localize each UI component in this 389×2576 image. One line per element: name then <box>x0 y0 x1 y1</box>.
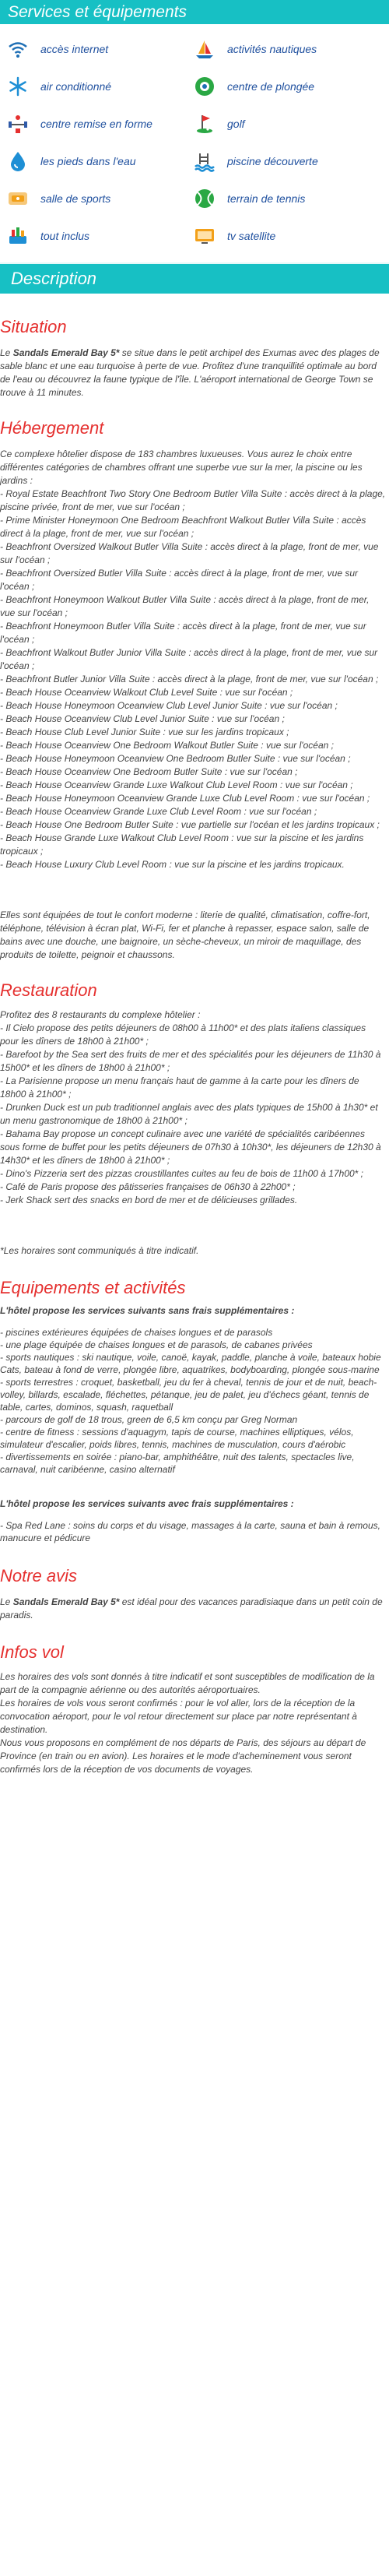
room-type-item: - Prime Minister Honeymoon One Bedroom Beachfront Walkout Butler Villa Suite : accès direct à la plage, front de mer, vue sur l'océan ; <box>0 515 366 539</box>
equipements-free-list <box>0 1326 386 1476</box>
restauration-list <box>0 1008 386 1207</box>
restaurant-item: - La Parisienne propose un menu français haut de gamme à la carte pour les dîners de 18h00 à 21h00* ; <box>0 1075 359 1100</box>
restaurant-item: - Café de Paris propose des pâtisseries françaises de 06h30 à 22h00* ; <box>0 1181 296 1192</box>
restauration-note: *Les horaires sont communiqués à titre indicatif. <box>0 1245 199 1256</box>
room-type-item: - Beachfront Honeymoon Walkout Butler Villa Suite : accès direct à la plage, front de mer, vue sur l'océan ; <box>0 594 370 618</box>
equipements-paid-list <box>0 1519 386 1544</box>
free-service-item: - centre de fitness : sessions d'aquagym, tapis de course, machines elliptiques, vélos, simulateur d'escalier, poids libres, tennis, machines de musculation, cours d'aérobic <box>0 1427 354 1450</box>
services-grid <box>0 24 389 258</box>
room-type-item: - Beach House Oceanview One Bedroom Butler Suite : vue sur l'océan ; <box>0 766 298 777</box>
service-label: terrain de tennis <box>227 192 306 205</box>
room-type-item: - Beach House Oceanview Walkout Club Level Suite : vue sur l'océan ; <box>0 687 293 698</box>
services-header: Services et équipements <box>0 0 389 24</box>
restaurant-item: Profitez des 8 restaurants du complexe hôtelier : <box>0 1009 201 1020</box>
restauration-heading: Restauration <box>0 980 97 1000</box>
hebergement-outro: Elles sont équipées de tout le confort moderne : literie de qualité, climatisation, coffre-fort, téléphone, télévision à écran plat, Wi-Fi, fer et planche à repasser, espace salon, salle de bains avec une douche, une baignoire, un sèche-cheveux, un miroir de maquillage, des produits de toilette, peignoir et chaussons. <box>0 910 370 960</box>
service-label: air conditionné <box>40 80 112 93</box>
situation-text: Le Sandals Emerald Bay 5* se situe dans le petit archipel des Exumas avec des plages de sable blanc et une eau turquoise à perte de vue. Profitez d'une tranquillité optimale au bord de l'eau ou découvrez la faune typique de l'île. L'aéroport international de George Town se trouve à 11 minutes. <box>0 347 380 398</box>
room-type-item: - Beach House Luxury Club Level Room : vue sur la piscine et les jardins tropicaux. <box>0 859 345 870</box>
service-label: tout inclus <box>40 230 90 242</box>
hebergement-list <box>0 487 386 871</box>
fitness-icon <box>6 112 30 135</box>
restaurant-item: - Drunken Duck est un pub traditionnel anglais avec des plats typiques de 15h00 à 1h30* et un menu gastronomique de 18h00 à 21h00* ; <box>0 1102 378 1126</box>
service-item <box>6 220 193 252</box>
all-inclusive-icon <box>6 224 30 248</box>
pool-icon <box>193 150 216 173</box>
service-label: piscine découverte <box>227 155 318 167</box>
restaurant-item: - Bahama Bay propose un concept culinaire avec une variété de spécialités caribéennes sous forme de buffet pour les petits déjeuners de 07h30 à 10h30*, les déjeuners de 12h30 à 14h30* et les dîners de 18h00 à 21h00* ; <box>0 1128 381 1166</box>
water-drop-icon <box>6 150 30 173</box>
room-type-item: - Beachfront Butler Junior Villa Suite : accès direct à la plage, front de mer, vue sur l'océan ; <box>0 674 379 684</box>
hebergement-heading: Hébergement <box>0 418 104 438</box>
equipements-paid-title: L'hôtel propose les services suivants avec frais supplémentaires : <box>0 1498 294 1509</box>
room-type-item: - Beach House Honeymoon Oceanview Club Level Junior Suite : vue sur l'océan ; <box>0 700 338 711</box>
service-item <box>6 33 193 65</box>
room-type-item: - Beach House Oceanview One Bedroom Walkout Butler Suite : vue sur l'océan ; <box>0 740 334 751</box>
restaurant-item: - Il Cielo propose des petits déjeuners de 08h00 à 11h00* et des plats italiens classiques pour les dîners de 18h00 à 21h00* ; <box>0 1022 366 1047</box>
golf-icon <box>193 112 216 135</box>
dive-flag-icon <box>193 75 216 98</box>
service-item <box>6 146 193 177</box>
room-type-item: - Beach House Oceanview Grande Luxe Walkout Club Level Room : vue sur l'océan ; <box>0 779 353 790</box>
vol-heading: Infos vol <box>0 1642 64 1662</box>
hebergement-intro: Ce complexe hôtelier dispose de 183 chambres luxueuses. Vous aurez le choix entre différentes catégories de chambres offrant une superbe vue sur la mer, la piscine ou les jardins : <box>0 449 363 486</box>
service-label: activités nautiques <box>227 43 317 55</box>
restaurant-item: - Barefoot by the Sea sert des fruits de mer et des spécialités pour les déjeuners de 11h30 à 15h00* et les dîners de 18h00 à 21h00* ; <box>0 1049 381 1073</box>
room-type-item: - Beach House Oceanview Club Level Junior Suite : vue sur l'océan ; <box>0 713 285 724</box>
service-item <box>193 183 380 214</box>
service-item <box>6 108 193 139</box>
situation-heading: Situation <box>0 317 67 336</box>
tennis-icon <box>193 187 216 210</box>
service-item <box>193 71 380 102</box>
restaurant-item: - Jerk Shack sert des snacks en bord de mer et de délicieuses grillades. <box>0 1195 298 1205</box>
service-item <box>193 108 380 139</box>
room-type-item: - Beachfront Walkout Butler Junior Villa Suite : accès direct à la plage, front de mer, vue sur l'océan ; <box>0 647 378 671</box>
room-type-item: - Beach House Grande Luxe Walkout Club Level Room : vue sur la piscine et les jardins tropicaux ; <box>0 832 364 857</box>
flight-info-paragraph: Les horaires des vols sont donnés à titre indicatif et sont susceptibles de modification de la part de la compagnie aérienne ou des autorités aéroportuaires. <box>0 1671 375 1695</box>
flight-info-paragraph: Nous vous proposons en complément de nos départs de Paris, des séjours au départ de Province (en train ou en avion). Les horaires et le mode d'acheminement vous seront confirmés lors de la réception de vos documents de voyages. <box>0 1737 366 1775</box>
flight-info-paragraph: Les horaires de vols vous seront confirmés : pour le vol aller, lors de la réception de la convocation aéroport, pour le vol retour directement sur place par notre représentant à destination. <box>0 1698 357 1735</box>
service-label: les pieds dans l'eau <box>40 155 136 167</box>
free-service-item: - piscines extérieures équipées de chaises longues et de parasols <box>0 1327 273 1338</box>
free-service-item: - parcours de golf de 18 trous, green de 6,5 km conçu par Greg Norman <box>0 1414 298 1425</box>
gym-icon <box>6 187 30 210</box>
room-type-item: - Beach House Club Level Junior Suite : vue sur les jardins tropicaux ; <box>0 727 289 737</box>
service-item <box>193 146 380 177</box>
wifi-icon <box>6 37 30 61</box>
description-header: Description <box>0 262 389 294</box>
service-label: centre de plongée <box>227 80 315 93</box>
description-section <box>0 317 389 1776</box>
free-service-item: - sports nautiques : ski nautique, voile, canoë, kayak, paddle, planche à voile, bateaux hobie Cats, bateau à fond de verre, plongée libre, aquatrikes, bodyboarding, plongée sous-marine <box>0 1352 381 1375</box>
service-label: accès internet <box>40 43 109 55</box>
room-type-item: - Beachfront Honeymoon Butler Villa Suite : accès direct à la plage, front de mer, vue sur l'océan ; <box>0 621 366 645</box>
room-type-item: - Beach House Oceanview Grande Luxe Club Level Room : vue sur l'océan ; <box>0 806 317 817</box>
service-label: centre remise en forme <box>40 118 152 130</box>
free-service-item: - une plage équipée de chaises longues et de parasols, de cabanes privées <box>0 1339 313 1350</box>
snowflake-icon <box>6 75 30 98</box>
free-service-item: - divertissements en soirée : piano-bar, amphithéâtre, nuit des talents, spectacles live, carnaval, nuit caribéenne, casino alternatif <box>0 1452 355 1475</box>
room-type-item: - Beach House Honeymoon Oceanview One Bedroom Butler Suite : vue sur l'océan ; <box>0 753 351 764</box>
service-item <box>193 220 380 252</box>
service-item <box>6 71 193 102</box>
room-type-item: - Beach House Honeymoon Oceanview Grande Luxe Club Level Room : vue sur l'océan ; <box>0 793 370 804</box>
equipements-free-title: L'hôtel propose les services suivants sans frais supplémentaires : <box>0 1305 295 1316</box>
service-item <box>193 33 380 65</box>
vol-list <box>0 1670 386 1776</box>
service-item <box>6 183 193 214</box>
service-label: salle de sports <box>40 192 111 205</box>
avis-text: Le Sandals Emerald Bay 5* est idéal pour des vacances paradisiaque dans un petit coin de paradis. <box>0 1596 383 1621</box>
free-service-item: - sports terrestres : croquet, basketball, jeu du fer à cheval, tennis de jour et de nuit, beach-volley, billards, escalade, fléchettes, pétanque, jeu de palet, jeu d'échecs géant, tennis de table, cartes, dominos, squash, raquetball <box>0 1377 377 1413</box>
room-type-item: - Beachfront Oversized Butler Villa Suite : accès direct à la plage, front de mer, vue sur l'océan ; <box>0 568 359 592</box>
equipements-heading: Equipements et activités <box>0 1278 186 1297</box>
room-type-item: - Royal Estate Beachfront Two Story One Bedroom Butler Villa Suite : accès direct à la plage, piscine privée, front de mer, vue sur l'océan ; <box>0 488 386 512</box>
room-type-item: - Beach House One Bedroom Butler Suite : vue partielle sur l'océan et les jardins tropicaux ; <box>0 819 380 830</box>
tv-icon <box>193 224 216 248</box>
service-label: golf <box>227 118 245 130</box>
restaurant-item: - Dino's Pizzeria sert des pizzas croustillantes cuites au feu de bois de 11h00 à 17h00* ; <box>0 1168 363 1179</box>
room-type-item: - Beachfront Oversized Walkout Butler Villa Suite : accès direct à la plage, front de mer, vue sur l'océan ; <box>0 541 379 565</box>
paid-service-item: - Spa Red Lane : soins du corps et du visage, massages à la carte, sauna et bain à remous, manucure et pédicure <box>0 1520 380 1543</box>
sailboat-icon <box>193 37 216 61</box>
avis-heading: Notre avis <box>0 1566 78 1585</box>
service-label: tv satellite <box>227 230 276 242</box>
